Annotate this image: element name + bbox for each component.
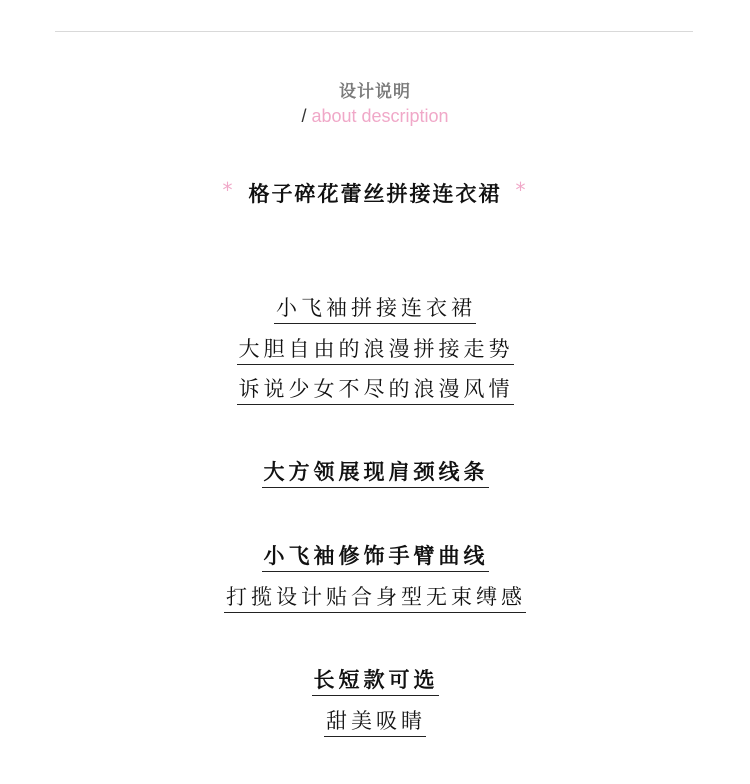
star-right-icon: * xyxy=(515,178,528,202)
description-text: 甜美吸睛 xyxy=(324,707,426,737)
description-text: 打揽设计贴合身型无束缚感 xyxy=(224,583,526,613)
star-left-icon: * xyxy=(222,178,235,202)
description-text: 小飞袖修饰手臂曲线 xyxy=(262,542,489,572)
description-text: 诉说少女不尽的浪漫风情 xyxy=(237,375,514,405)
description-text: 大胆自由的浪漫拼接走势 xyxy=(237,335,514,365)
description-text: 小飞袖拼接连衣裙 xyxy=(274,294,476,324)
section-subtitle xyxy=(0,106,750,127)
description-line xyxy=(0,583,750,613)
section-title: 设计说明 xyxy=(339,82,411,102)
subtitle-slash: / xyxy=(301,106,307,126)
description-line xyxy=(0,666,750,696)
top-divider xyxy=(55,31,693,32)
description-line xyxy=(0,458,750,488)
description-text: 长短款可选 xyxy=(312,666,439,696)
description-line xyxy=(0,375,750,405)
product-name: 格子碎花蕾丝拼接连衣裙 xyxy=(248,182,502,206)
subtitle-english: about description xyxy=(311,106,449,126)
product-title xyxy=(0,178,750,208)
description-text: 大方领展现肩颈线条 xyxy=(262,458,489,488)
description-line xyxy=(0,294,750,324)
description-line xyxy=(0,542,750,572)
description-line xyxy=(0,707,750,737)
description-line xyxy=(0,335,750,365)
